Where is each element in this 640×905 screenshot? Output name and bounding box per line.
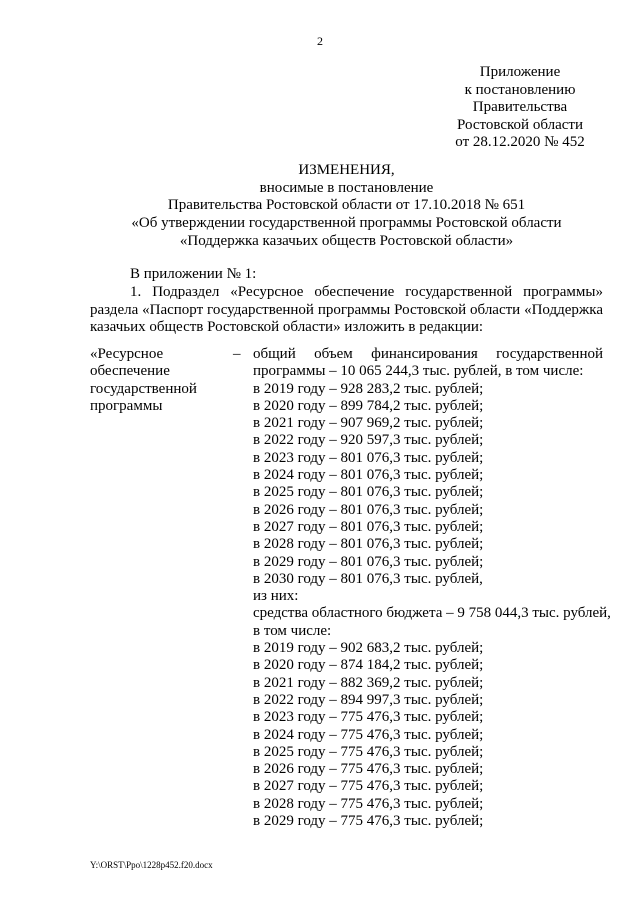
page-number: 2 [317, 34, 323, 48]
value-line: в 2023 году – 801 076,3 тыс. рублей; [253, 449, 484, 466]
table-label [90, 346, 230, 415]
title-line: вносимые в постановление [259, 179, 434, 196]
label-line: государственной [90, 380, 197, 397]
value-line: в 2026 году – 801 076,3 тыс. рублей; [253, 501, 484, 518]
first-line-word: объем [314, 346, 353, 362]
value-line: программы – 10 065 244,3 тыс. рублей, в том числе: [253, 363, 584, 380]
appendix-line: от 28.12.2020 № 452 [455, 134, 585, 151]
title-line: «Поддержка казачьих обществ Ростовской области» [179, 232, 514, 249]
value-line: в 2025 году – 801 076,3 тыс. рублей; [253, 484, 484, 501]
value-line: в 2020 году – 874 184,2 тыс. рублей; [253, 657, 484, 674]
value-line: в 2020 году – 899 784,2 тыс. рублей; [253, 397, 484, 414]
paragraph-line: казачьих обществ Ростовской области» изложить в редакции: [90, 318, 484, 335]
document-title [90, 162, 603, 251]
title-line: ИЗМЕНЕНИЯ, [298, 162, 395, 178]
appendix-line: Правительства [472, 99, 568, 116]
appendix-line: Ростовской области [457, 116, 583, 133]
label-line: обеспечение [90, 363, 170, 380]
first-line-word: общий [253, 346, 296, 362]
value-line: в 2029 году – 801 076,3 тыс. рублей; [253, 553, 484, 570]
title-line: «Об утверждении государственной программы Ростовской области [131, 215, 562, 232]
intro-line: В приложении № 1: [130, 266, 257, 282]
value-line: в 2025 году – 775 476,3 тыс. рублей; [253, 743, 484, 760]
table-values [253, 346, 611, 830]
appendix-line: к постановлению [464, 81, 576, 98]
value-line: в 2024 году – 775 476,3 тыс. рублей; [253, 726, 484, 743]
paragraph-line: 1. Подраздел «Ресурсное обеспечение государственной программы» [130, 284, 603, 301]
paragraph-line: раздела «Паспорт государственной программы Ростовской области «Поддержка [90, 301, 603, 318]
value-line: в 2029 году – 775 476,3 тыс. рублей; [253, 813, 484, 830]
value-line: в 2027 году – 775 476,3 тыс. рублей; [253, 778, 484, 795]
first-line [253, 346, 603, 363]
value-line: из них: [253, 588, 299, 605]
value-line: в 2021 году – 882 369,2 тыс. рублей; [253, 674, 484, 691]
value-line: средства областного бюджета – 9 758 044,3 тыс. рублей, [253, 605, 611, 622]
table-dash: – [233, 346, 241, 362]
value-line: в 2027 году – 801 076,3 тыс. рублей; [253, 518, 484, 535]
file-path-footer: Y:\ORST\Ppo\1228p452.f20.docx [90, 860, 213, 870]
value-line: в 2023 году – 775 476,3 тыс. рублей; [253, 709, 484, 726]
value-line: в 2022 году – 894 997,3 тыс. рублей; [253, 691, 484, 708]
label-line: «Ресурсное [90, 346, 164, 362]
title-line: Правительства Ростовской области от 17.10.2018 № 651 [167, 197, 526, 214]
value-lines [253, 363, 611, 830]
first-line-word: финансирования [371, 346, 478, 362]
amendment-paragraph [90, 284, 603, 336]
value-line: в том числе: [253, 622, 332, 639]
value-line: в 2028 году – 775 476,3 тыс. рублей; [253, 795, 484, 812]
body-text [90, 266, 603, 336]
value-line: в 2024 году – 801 076,3 тыс. рублей; [253, 467, 484, 484]
value-line: в 2022 году – 920 597,3 тыс. рублей; [253, 432, 484, 449]
first-line-word: государственной [496, 346, 603, 362]
label-line: программы [90, 397, 163, 414]
value-line: в 2028 году – 801 076,3 тыс. рублей; [253, 536, 484, 553]
appendix-header [440, 64, 600, 152]
value-line: в 2021 году – 907 969,2 тыс. рублей; [253, 415, 484, 432]
value-line: в 2026 году – 775 476,3 тыс. рублей; [253, 761, 484, 778]
value-line: в 2019 году – 902 683,2 тыс. рублей; [253, 640, 484, 657]
value-line: в 2019 году – 928 283,2 тыс. рублей; [253, 380, 484, 397]
value-line: в 2030 году – 801 076,3 тыс. рублей, [253, 570, 483, 587]
appendix-line: Приложение [479, 64, 561, 80]
